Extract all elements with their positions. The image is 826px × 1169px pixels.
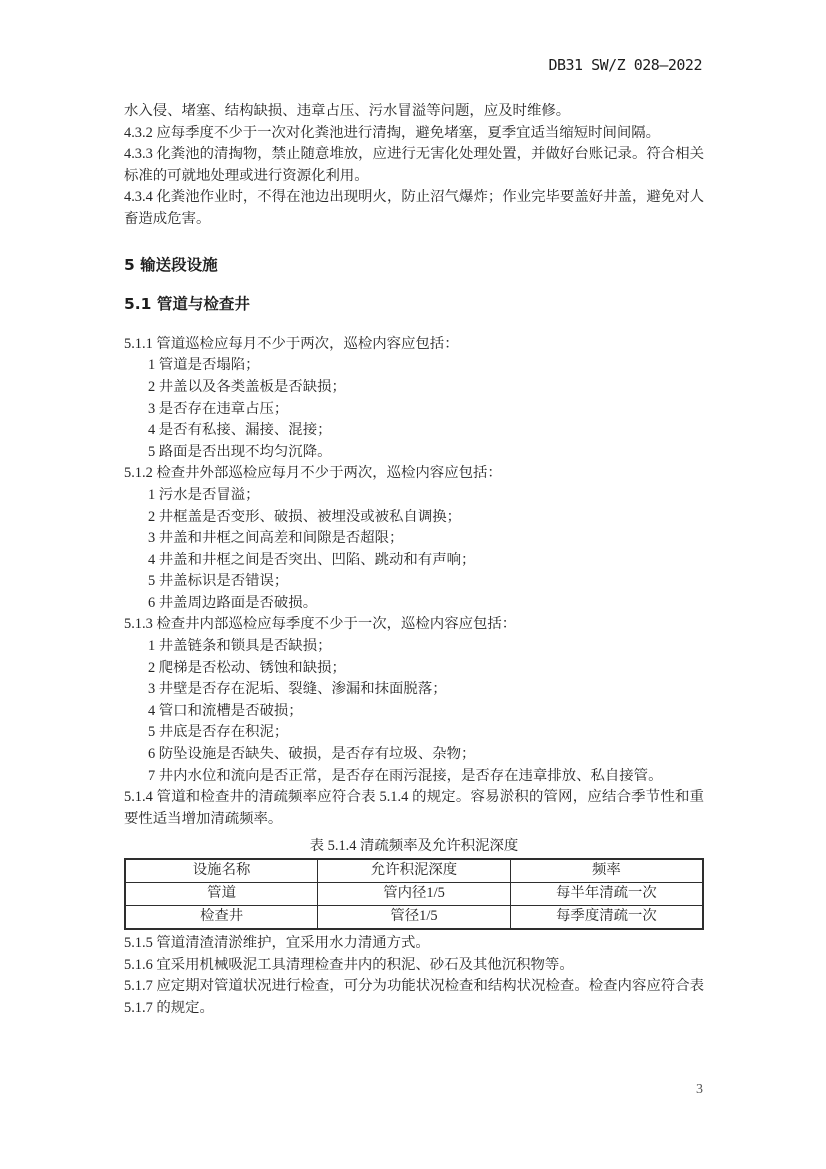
list-item: 4 井盖和井框之间是否突出、凹陷、跳动和有声响； bbox=[148, 551, 476, 568]
clause-4-3-2: 4.3.2 应每季度不少于一次对化粪池进行清掏，避免堵塞，夏季宜适当缩短时间间隔。 bbox=[124, 124, 661, 141]
clause-5-1-1: 5.1.1 管道巡检应每月不少于两次，巡检内容应包括： bbox=[124, 335, 459, 352]
list-item: 4 管口和流槽是否破损； bbox=[148, 702, 303, 719]
clause-5-1-3: 5.1.3 检查井内部巡检应每季度不少于一次，巡检内容应包括： bbox=[124, 616, 517, 633]
section-heading-5: 5 输送段设施 bbox=[124, 255, 218, 274]
clause-4-3-3: 4.3.3 化粪池的清掏物，禁止随意堆放，应进行无害化处理处置，并做好台账记录。符合相关标准的可就地处理或进行资源化利用。 bbox=[124, 146, 704, 184]
list-item: 2 爬梯是否松动、锈蚀和缺损； bbox=[148, 659, 346, 676]
clause-5-1-2: 5.1.2 检查井外部巡检应每月不少于两次，巡检内容应包括： bbox=[124, 465, 502, 482]
subsection-heading-5-1: 5.1 管道与检查井 bbox=[124, 295, 250, 314]
clearing-frequency-table bbox=[124, 858, 704, 930]
clause-5-1-6: 5.1.6 宜采用机械吸泥工具清理检查井内的积泥、砂石及其他沉积物等。 bbox=[124, 956, 574, 973]
table-cell: 管道 bbox=[125, 883, 318, 906]
clause-5-1-5: 5.1.5 管道清渣清淤维护，宜采用水力清通方式。 bbox=[124, 935, 430, 951]
list-item: 6 防坠设施是否缺失、破损，是否存有垃圾、杂物； bbox=[148, 746, 476, 763]
table-cell: 每半年清疏一次 bbox=[510, 883, 703, 906]
list-item: 3 井盖和井框之间高差和间隙是否超限； bbox=[148, 530, 404, 547]
table-header-cell: 允许积泥深度 bbox=[318, 859, 511, 883]
list-item: 3 是否存在违章占压； bbox=[148, 400, 289, 417]
table-header-cell: 频率 bbox=[510, 859, 703, 883]
list-item: 5 路面是否出现不均匀沉降。 bbox=[148, 443, 332, 460]
clause-5-1-4: 5.1.4 管道和检查井的清疏频率应符合表 5.1.4 的规定。容易淤积的管网，应结合季节性和重要性适当增加清疏频率。 bbox=[124, 789, 704, 827]
clause-4-3-4: 4.3.4 化粪池作业时，不得在池边出现明火，防止沼气爆炸；作业完毕要盖好井盖，避免对人畜造成危害。 bbox=[124, 189, 704, 227]
document-code: DB31 SW/Z 028—2022 bbox=[548, 56, 702, 74]
list-item: 2 井盖以及各类盖板是否缺损； bbox=[148, 378, 346, 395]
list-item: 2 井框盖是否变形、破损、被埋没或被私自调换； bbox=[148, 508, 461, 525]
table-cell: 管径1/5 bbox=[318, 906, 511, 930]
list-item: 3 井壁是否存在泥垢、裂缝、渗漏和抹面脱落； bbox=[148, 681, 447, 698]
table-caption: 表 5.1.4 清疏频率及允许积泥深度 bbox=[309, 838, 519, 855]
page-number: 3 bbox=[696, 1082, 703, 1097]
table-header-cell: 设施名称 bbox=[125, 859, 318, 883]
list-item: 4 是否有私接、漏接、混接； bbox=[148, 422, 332, 439]
paragraph-continuation: 水入侵、堵塞、结构缺损、违章占压、污水冒溢等问题，应及时维修。 bbox=[124, 103, 571, 119]
table-cell: 每季度清疏一次 bbox=[510, 906, 703, 930]
list-item: 1 井盖链条和锁具是否缺损； bbox=[148, 638, 332, 655]
document-body bbox=[124, 101, 704, 1019]
list-item: 5 井盖标识是否错误； bbox=[148, 573, 289, 590]
table-header-row bbox=[125, 859, 703, 883]
list-item: 6 井盖周边路面是否破损。 bbox=[148, 594, 318, 611]
list-item: 5 井底是否存在积泥； bbox=[148, 724, 289, 741]
table-cell: 管内径1/5 bbox=[318, 883, 511, 906]
table-row bbox=[125, 883, 703, 906]
list-item: 1 管道是否塌陷； bbox=[148, 357, 260, 374]
table-row bbox=[125, 906, 703, 930]
list-item: 1 污水是否冒溢； bbox=[148, 486, 260, 503]
clause-5-1-7: 5.1.7 应定期对管道状况进行检查，可分为功能状况检查和结构状况检查。检查内容应符合表 5.1.7 的规定。 bbox=[124, 978, 704, 1016]
list-item: 7 井内水位和流向是否正常，是否存在雨污混接，是否存在违章排放、私自接管。 bbox=[148, 767, 663, 784]
table-cell: 检查井 bbox=[125, 906, 318, 930]
